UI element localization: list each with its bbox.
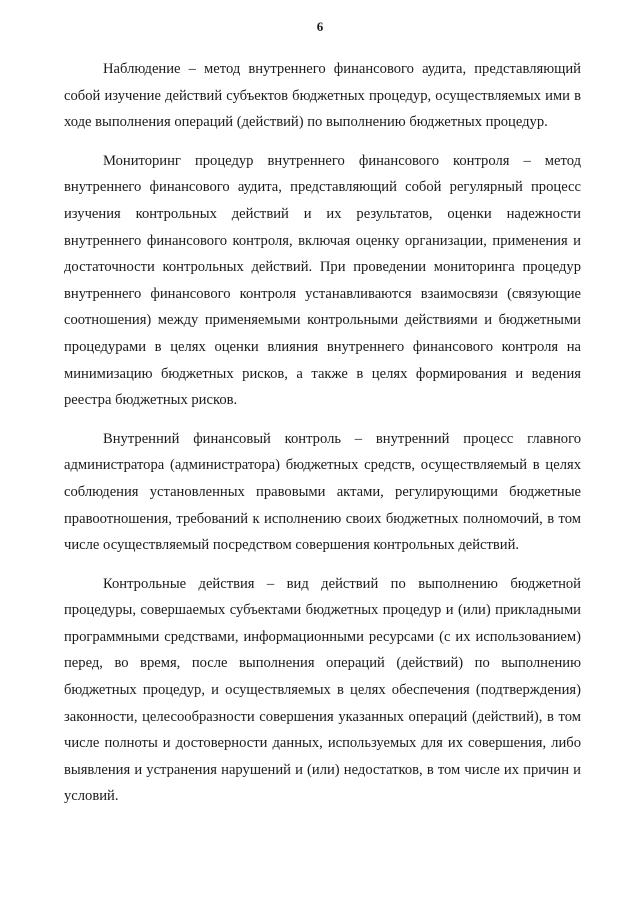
document-body xyxy=(64,56,581,822)
paragraph-monitoring-definition: Мониторинг процедур внутреннего финансового контроля – метод внутреннего финансового аудита, представляющий собой регулярный процесс изучения контрольных действий и их результатов, оценки надежности внутреннего финансового контроля, включая оценку организации, применения и достаточности контрольных действий. При проведении мониторинга процедур внутреннего финансового контроля устанавливаются взаимосвязи (связующие соотношения) между применяемыми контрольными действиями и бюджетными процедурами в целях оценки влияния внутреннего финансового контроля на минимизацию бюджетных рисков, а также в целях формирования и ведения реестра бюджетных рисков. xyxy=(64,152,581,409)
paragraph-internal-control-definition: Внутренний финансовый контроль – внутренний процесс главного администратора (администратора) бюджетных средств, осуществляемый в целях соблюдения установленных правовыми актами, регулирующими бюджетные правоотношения, требований к исполнению своих бюджетных полномочий, в том числе осуществляемый посредством совершения контрольных действий. xyxy=(64,430,581,554)
paragraph-observation-definition: Наблюдение – метод внутреннего финансового аудита, представляющий собой изучение действий субъектов бюджетных процедур, осуществляемых ими в ходе выполнения операций (действий) по выполнению бюджетных процедур. xyxy=(64,61,581,131)
page-number: 6 xyxy=(316,19,324,34)
paragraph-control-actions-definition: Контрольные действия – вид действий по выполнению бюджетной процедуры, совершаемых субъектами бюджетных процедур и (или) прикладными программными средствами, информационными ресурсами (с их использованием) перед, во время, после выполнения операций (действий) по выполнению бюджетных процедур, и осуществляемых в целях обеспечения (подтверждения) законности, целесообразности совершения указанных операций (действий), в том числе полноты и достоверности данных, используемых для их совершения, либо выявления и устранения нарушений и (или) недостатков, в том числе их причин и условий. xyxy=(64,575,581,805)
